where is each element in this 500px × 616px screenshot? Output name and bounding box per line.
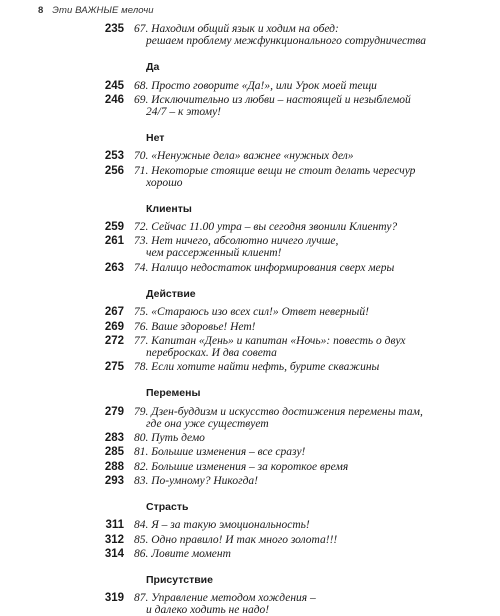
section-heading: Действие	[146, 287, 196, 300]
entry-title-line: решаем проблему межфункционального сотрудничества	[146, 35, 427, 47]
entry-page-number: 319	[104, 592, 124, 605]
section-heading: Присутствие	[146, 573, 213, 586]
section-heading: Клиенты	[146, 202, 192, 215]
entry-title	[134, 235, 434, 259]
entry-title-line: 85. Одно правило! И так много золота!!!	[134, 533, 338, 546]
entry-title-line: 74. Налицо недостаток информирования сверх меры	[134, 261, 395, 274]
entry-title	[134, 165, 434, 189]
entry-title	[134, 519, 434, 531]
section-heading: Перемены	[146, 387, 201, 399]
entry-title-line: 71. Некоторые стоящие вещи не стоит делать чересчур	[134, 164, 416, 177]
entry-page-number: 245	[104, 79, 124, 92]
entry-title	[134, 548, 434, 560]
entry-page-number: 253	[104, 150, 124, 163]
entry-page-number: 269	[104, 320, 124, 333]
entry-title	[134, 461, 434, 473]
section-heading: Нет	[146, 131, 165, 144]
entry-title-line: 73. Нет ничего, абсолютно ничего лучше,	[134, 235, 339, 248]
entry-page-number: 246	[104, 93, 124, 106]
entry-title	[134, 306, 434, 318]
entry-page-number: 259	[104, 221, 124, 234]
entry-title-line: 80. Путь демо	[134, 432, 205, 444]
entry-title	[134, 406, 434, 430]
entry-title-line: 68. Просто говорите «Да!», или Урок моей тещи	[134, 79, 377, 92]
entry-title-line: чем рассерженный клиент!	[146, 247, 282, 260]
entry-title	[134, 475, 434, 487]
entry-title	[134, 592, 434, 616]
entry-title	[134, 432, 434, 444]
entry-title-line: 76. Ваше здоровье! Нет!	[134, 320, 256, 333]
entry-title-line: 24/7 – к этому!	[146, 105, 222, 118]
entry-title	[134, 94, 434, 118]
entry-title-line: переброcках. И два совета	[146, 346, 277, 359]
entry-title	[134, 335, 434, 359]
entry-title	[134, 534, 434, 546]
entry-title-line: 75. «Стараюсь изо всех сил!» Ответ неверный!	[134, 306, 369, 319]
entry-title-line: 78. Если хотите найти нефть, бурите скважины	[134, 361, 380, 374]
entry-page-number: 275	[104, 361, 124, 374]
entry-page-number: 293	[104, 474, 124, 487]
entry-page-number: 288	[104, 460, 124, 473]
entry-title	[134, 446, 434, 458]
entry-title	[134, 221, 434, 233]
entry-title-line: 83. По-умному? Никогда!	[134, 474, 259, 487]
entry-title	[134, 150, 434, 162]
entry-page-number: 235	[104, 23, 124, 35]
entry-page-number: 314	[104, 547, 124, 560]
entry-title	[134, 23, 434, 47]
entry-page-number: 283	[104, 432, 124, 444]
entry-title-line: 86. Ловите момент	[134, 547, 231, 560]
entry-title	[134, 321, 434, 333]
entry-title-line: 69. Исключительно из любви – настоящей и незыблемой	[134, 93, 411, 106]
entry-page-number: 267	[104, 306, 124, 319]
entry-title-line: хорошо	[146, 176, 183, 189]
entry-page-number: 285	[104, 446, 124, 459]
entry-title-line: 70. «Ненужные дела» важнее «нужных дел»	[134, 150, 354, 163]
entry-page-number: 311	[105, 519, 124, 532]
entry-page-number: 256	[104, 164, 124, 177]
entry-title	[134, 80, 434, 92]
entry-page-number: 272	[104, 334, 124, 347]
entry-title	[134, 262, 434, 274]
entry-title-line: 72. Сейчас 11.00 утра – вы сегодня звонили Клиенту?	[134, 221, 398, 234]
entry-title-line: 84. Я – за такую эмоциональность!	[134, 519, 310, 532]
entry-title-line: 79. Дзен-буддизм и искусство достижения перемены там,	[134, 405, 423, 418]
page-number: 8	[38, 4, 44, 16]
entry-title-line: и далеко ходить не надо!	[146, 604, 270, 616]
entry-title-line: 81. Большие изменения – все сразу!	[134, 446, 306, 459]
entry-page-number: 261	[104, 235, 124, 248]
section-heading: Да	[146, 60, 160, 73]
entry-title-line: 87. Управление методом хождения –	[134, 592, 316, 605]
section-heading: Страсть	[146, 500, 189, 513]
running-title: Эти ВАЖНЫЕ мелочи	[52, 4, 154, 16]
entry-page-number: 279	[104, 405, 124, 418]
entry-title-line: 77. Капитан «День» и капитан «Ночь»: повесть о двух	[134, 334, 406, 347]
entry-title-line: 67. Находим общий язык и ходим на обед:	[134, 23, 339, 35]
entry-title-line: 82. Большие изменения – за короткое время	[134, 460, 349, 473]
entry-page-number: 263	[104, 261, 124, 274]
entry-title-line: где она уже существует	[146, 417, 269, 430]
entry-title	[134, 361, 434, 373]
entry-page-number: 312	[104, 533, 124, 546]
